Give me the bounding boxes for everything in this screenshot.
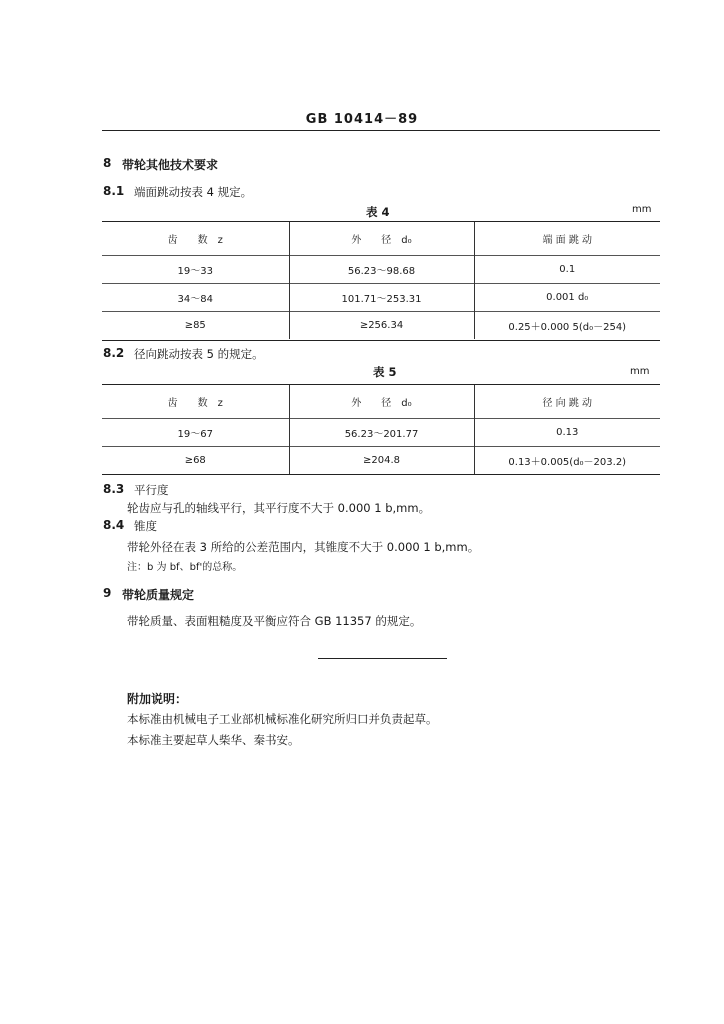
table-5-header-diameter: 外 径 d₀ bbox=[289, 385, 474, 419]
table-5-header-row bbox=[102, 385, 660, 419]
table-5-header-runout: 径 向 跳 动 bbox=[474, 385, 660, 419]
table-4-header-runout: 端 面 跳 动 bbox=[474, 222, 660, 256]
table-4-unit: mm bbox=[632, 204, 652, 215]
table-4-header-diameter: 外 径 d₀ bbox=[289, 222, 474, 256]
clause-8-1-number: 8.1 bbox=[103, 184, 125, 198]
table-5-unit: mm bbox=[630, 366, 650, 377]
clause-8-2-text: 径向跳动按表 5 的规定。 bbox=[134, 347, 264, 361]
table-5-caption: 表 5 bbox=[373, 365, 397, 379]
header-rule bbox=[102, 130, 660, 131]
clause-8-4-number: 8.4 bbox=[103, 518, 125, 532]
table-5 bbox=[102, 385, 660, 474]
table-row bbox=[102, 256, 660, 284]
table-row bbox=[102, 312, 660, 340]
end-rule bbox=[318, 658, 447, 659]
table-row bbox=[102, 447, 660, 475]
clause-8-2-number: 8.2 bbox=[103, 346, 125, 360]
clause-8-3-title: 平行度 bbox=[134, 483, 169, 497]
clause-8-3-number: 8.3 bbox=[103, 482, 125, 496]
table-4-bottom-rule bbox=[102, 340, 660, 341]
section-8-number: 8 bbox=[103, 156, 112, 170]
table-row bbox=[102, 284, 660, 312]
table-4-caption: 表 4 bbox=[366, 205, 390, 219]
table-cell: 34～84 bbox=[102, 284, 289, 312]
table-cell: 19～67 bbox=[102, 419, 289, 447]
clause-8-3-text: 轮齿应与孔的轴线平行，其平行度不大于 0.000 1 b,mm。 bbox=[127, 501, 431, 515]
table-4 bbox=[102, 222, 660, 339]
table-cell: 0.25＋0.000 5(d₀－254) bbox=[474, 312, 660, 340]
clause-8-4-text: 带轮外径在表 3 所给的公差范围内，其锥度不大于 0.000 1 b,mm。 bbox=[127, 540, 480, 554]
section-9-text: 带轮质量、表面粗糙度及平衡应符合 GB 11357 的规定。 bbox=[127, 614, 422, 628]
section-9-number: 9 bbox=[103, 586, 112, 600]
table-cell: ≥68 bbox=[102, 447, 289, 475]
table-cell: 0.13 bbox=[474, 419, 660, 447]
section-9-title: 带轮质量规定 bbox=[122, 588, 195, 602]
table-cell: ≥204.8 bbox=[289, 447, 474, 475]
table-5-header-teeth: 齿 数 z bbox=[167, 398, 223, 409]
appendix-line-2: 本标准主要起草人柴华、秦书安。 bbox=[127, 733, 300, 747]
table-cell: ≥85 bbox=[102, 312, 289, 340]
table-row bbox=[102, 419, 660, 447]
table-5-bottom-rule bbox=[102, 474, 660, 475]
table-cell: 56.23～98.68 bbox=[289, 256, 474, 284]
table-cell: 19～33 bbox=[102, 256, 289, 284]
table-4-header-teeth: 齿 数 z bbox=[167, 235, 223, 246]
table-cell: 0.13＋0.005(d₀－203.2) bbox=[474, 447, 660, 475]
clause-8-4-note: 注：b 为 bf、bf'的总称。 bbox=[127, 562, 243, 573]
table-cell: 101.71～253.31 bbox=[289, 284, 474, 312]
table-cell: 0.1 bbox=[474, 256, 660, 284]
table-cell: 56.23～201.77 bbox=[289, 419, 474, 447]
clause-8-1-text: 端面跳动按表 4 规定。 bbox=[134, 185, 253, 199]
table-cell: 0.001 d₀ bbox=[474, 284, 660, 312]
appendix-line-1: 本标准由机械电子工业部机械标准化研究所归口并负责起草。 bbox=[127, 712, 438, 726]
clause-8-4-title: 锥度 bbox=[134, 519, 157, 533]
table-4-header-row bbox=[102, 222, 660, 256]
standard-code-header: GB 10414－89 bbox=[305, 112, 419, 127]
table-cell: ≥256.34 bbox=[289, 312, 474, 340]
section-8-title: 带轮其他技术要求 bbox=[122, 158, 219, 172]
appendix-title: 附加说明： bbox=[127, 692, 188, 706]
